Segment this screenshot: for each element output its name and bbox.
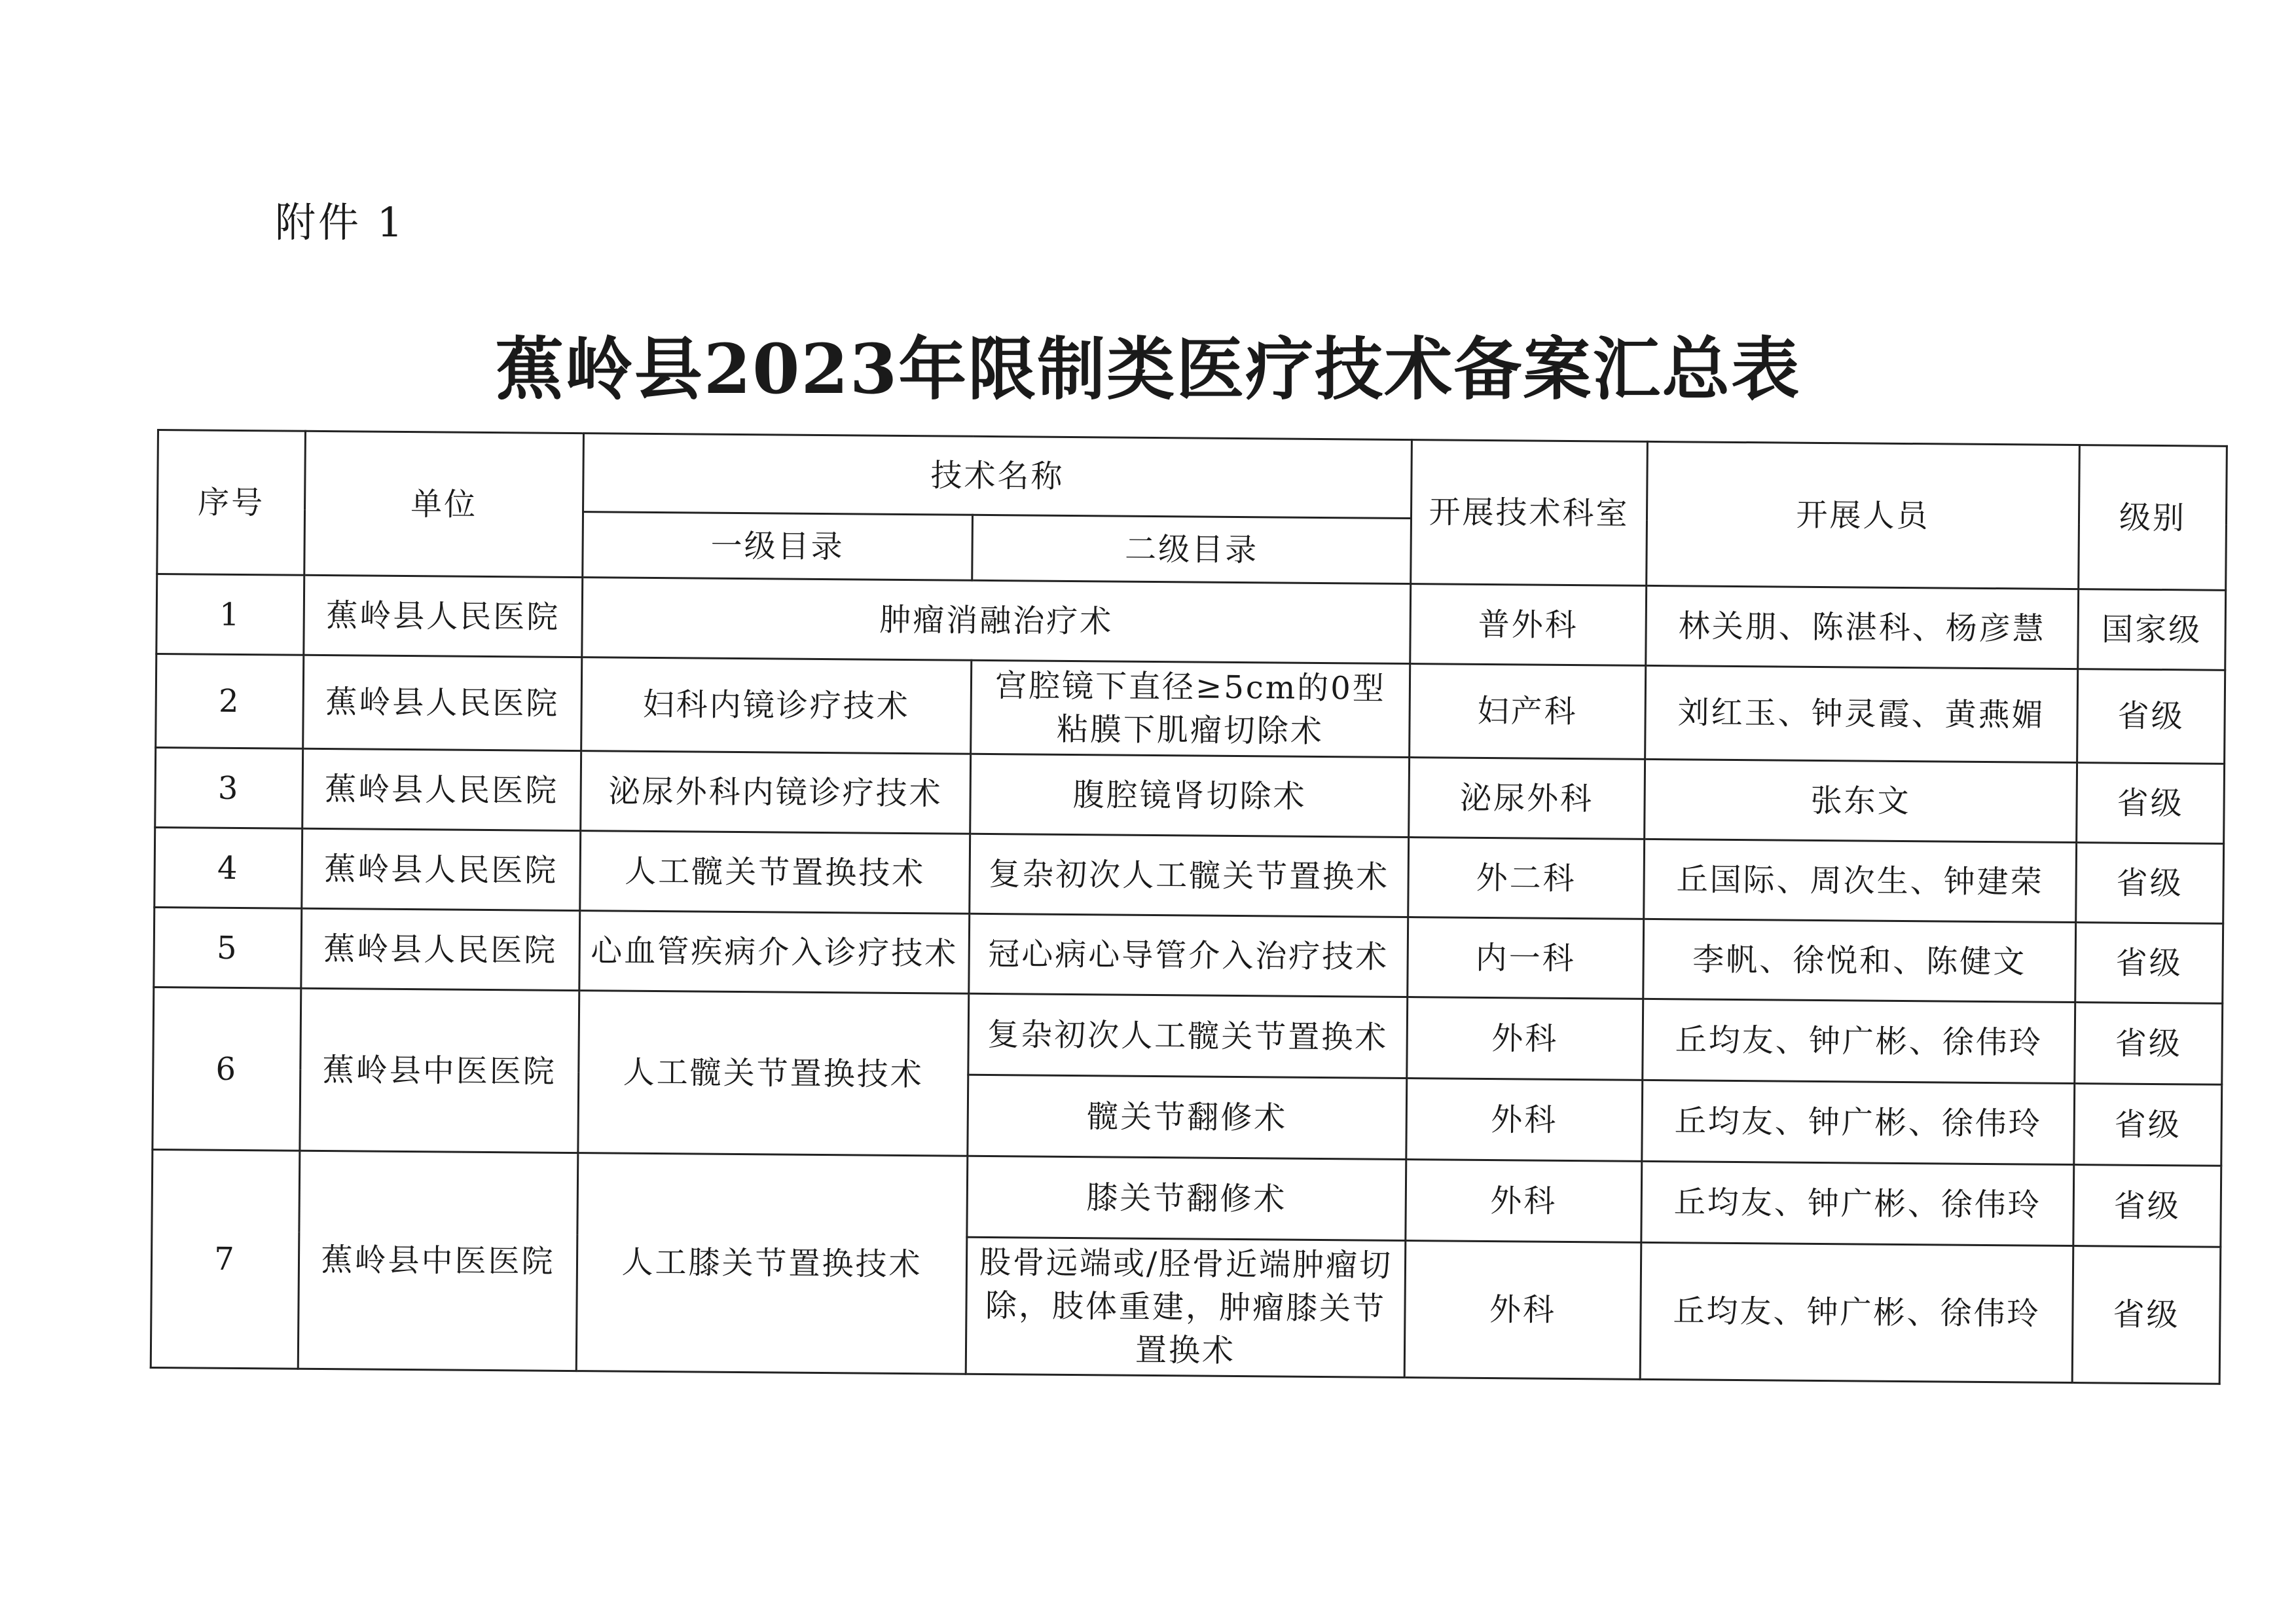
header-dept: 开展技术科室 — [1411, 440, 1648, 586]
cell-tech: 肿瘤消融治疗术 — [582, 578, 1411, 664]
cell-dept: 普外科 — [1410, 584, 1647, 666]
cell-unit: 蕉岭县人民医院 — [303, 655, 582, 750]
cell-grade: 省级 — [2073, 1165, 2221, 1247]
header-unit: 单位 — [304, 431, 584, 577]
table-row — [152, 1149, 2221, 1247]
cell-grade: 国家级 — [2078, 589, 2226, 671]
cell-seq: 7 — [151, 1149, 300, 1369]
cell-unit: 蕉岭县人民医院 — [301, 908, 580, 990]
cell-staff: 李帆、徐悦和、陈健文 — [1643, 919, 2076, 1002]
cell-staff: 丘均友、钟广彬、徐伟玲 — [1642, 1080, 2075, 1164]
cell-level2: 膝关节翻修术 — [967, 1156, 1406, 1240]
header-level2: 二级目录 — [972, 515, 1412, 583]
cell-staff: 丘均友、钟广彬、徐伟玲 — [1640, 1242, 2073, 1382]
cell-dept: 泌尿外科 — [1409, 758, 1645, 840]
cell-staff: 丘均友、钟广彬、徐伟玲 — [1641, 1161, 2074, 1246]
cell-level1: 人工膝关节置换技术 — [576, 1153, 968, 1375]
cell-grade: 省级 — [2077, 669, 2225, 764]
header-row — [158, 430, 2227, 525]
cell-level1: 人工髋关节置换技术 — [580, 831, 970, 914]
cell-grade: 省级 — [2075, 923, 2223, 1004]
cell-unit: 蕉岭县中医医院 — [298, 1151, 578, 1371]
summary-table — [150, 429, 2228, 1385]
table-row — [156, 654, 2225, 764]
cell-seq: 1 — [156, 574, 304, 655]
cell-level1: 心血管疾病介入诊疗技术 — [579, 911, 970, 994]
page-title: 蕉岭县2023年限制类医疗技术备案汇总表 — [495, 329, 1801, 409]
cell-level1: 妇科内镜诊疗技术 — [581, 657, 972, 754]
cell-level2: 髋关节翻修术 — [968, 1075, 1407, 1159]
cell-dept: 内一科 — [1408, 917, 1644, 999]
cell-dept: 外科 — [1407, 997, 1643, 1080]
cell-seq: 5 — [154, 907, 302, 988]
cell-unit: 蕉岭县人民医院 — [304, 575, 583, 657]
cell-staff: 丘均友、钟广彬、徐伟玲 — [1643, 999, 2075, 1083]
cell-seq: 2 — [156, 654, 304, 749]
cell-unit: 蕉岭县人民医院 — [302, 828, 581, 910]
cell-dept: 外二科 — [1408, 838, 1645, 919]
cell-grade: 省级 — [2076, 843, 2224, 924]
cell-staff: 林关朋、陈湛科、杨彦慧 — [1646, 585, 2079, 669]
cell-seq: 3 — [155, 747, 303, 828]
cell-grade: 省级 — [2077, 763, 2225, 844]
cell-level2: 腹腔镜肾切除术 — [970, 754, 1410, 837]
table-row — [153, 987, 2223, 1084]
cell-level2: 股骨远端或/胫骨近端肿瘤切除，肢体重建，肿瘤膝关节置换术 — [966, 1237, 1406, 1377]
header-grade: 级别 — [2079, 445, 2227, 591]
cell-grade: 省级 — [2075, 1003, 2223, 1085]
cell-level2: 复杂初次人工髋关节置换术 — [970, 834, 1409, 917]
cell-dept: 妇产科 — [1410, 664, 1646, 760]
cell-staff: 张东文 — [1645, 759, 2077, 842]
header-staff: 开展人员 — [1647, 441, 2080, 589]
cell-unit: 蕉岭县人民医院 — [302, 748, 581, 830]
header-seq: 序号 — [157, 430, 306, 576]
cell-seq: 6 — [153, 987, 301, 1151]
cell-grade: 省级 — [2074, 1084, 2222, 1166]
cell-level2: 复杂初次人工髋关节置换术 — [968, 993, 1408, 1078]
cell-seq: 4 — [155, 827, 302, 908]
cell-level1: 人工髋关节置换技术 — [578, 991, 969, 1156]
header-level1: 一级目录 — [583, 512, 973, 581]
cell-dept: 外科 — [1404, 1241, 1641, 1380]
cell-dept: 外科 — [1406, 1160, 1642, 1243]
cell-staff: 丘国际、周次生、钟建荣 — [1644, 839, 2077, 922]
header-tech-name: 技术名称 — [583, 434, 1412, 519]
cell-unit: 蕉岭县中医医院 — [300, 988, 579, 1153]
attachment-label: 附件 1 — [275, 198, 406, 246]
cell-staff: 刘红玉、钟灵霞、黄燕媚 — [1645, 665, 2078, 762]
cell-level2: 宫腔镜下直径≥5cm的0型粘膜下肌瘤切除术 — [971, 660, 1410, 757]
cell-grade: 省级 — [2072, 1246, 2221, 1384]
cell-level2: 冠心病心导管介入治疗技术 — [969, 913, 1408, 997]
cell-level1: 泌尿外科内镜诊疗技术 — [581, 751, 971, 834]
cell-dept: 外科 — [1406, 1079, 1643, 1162]
